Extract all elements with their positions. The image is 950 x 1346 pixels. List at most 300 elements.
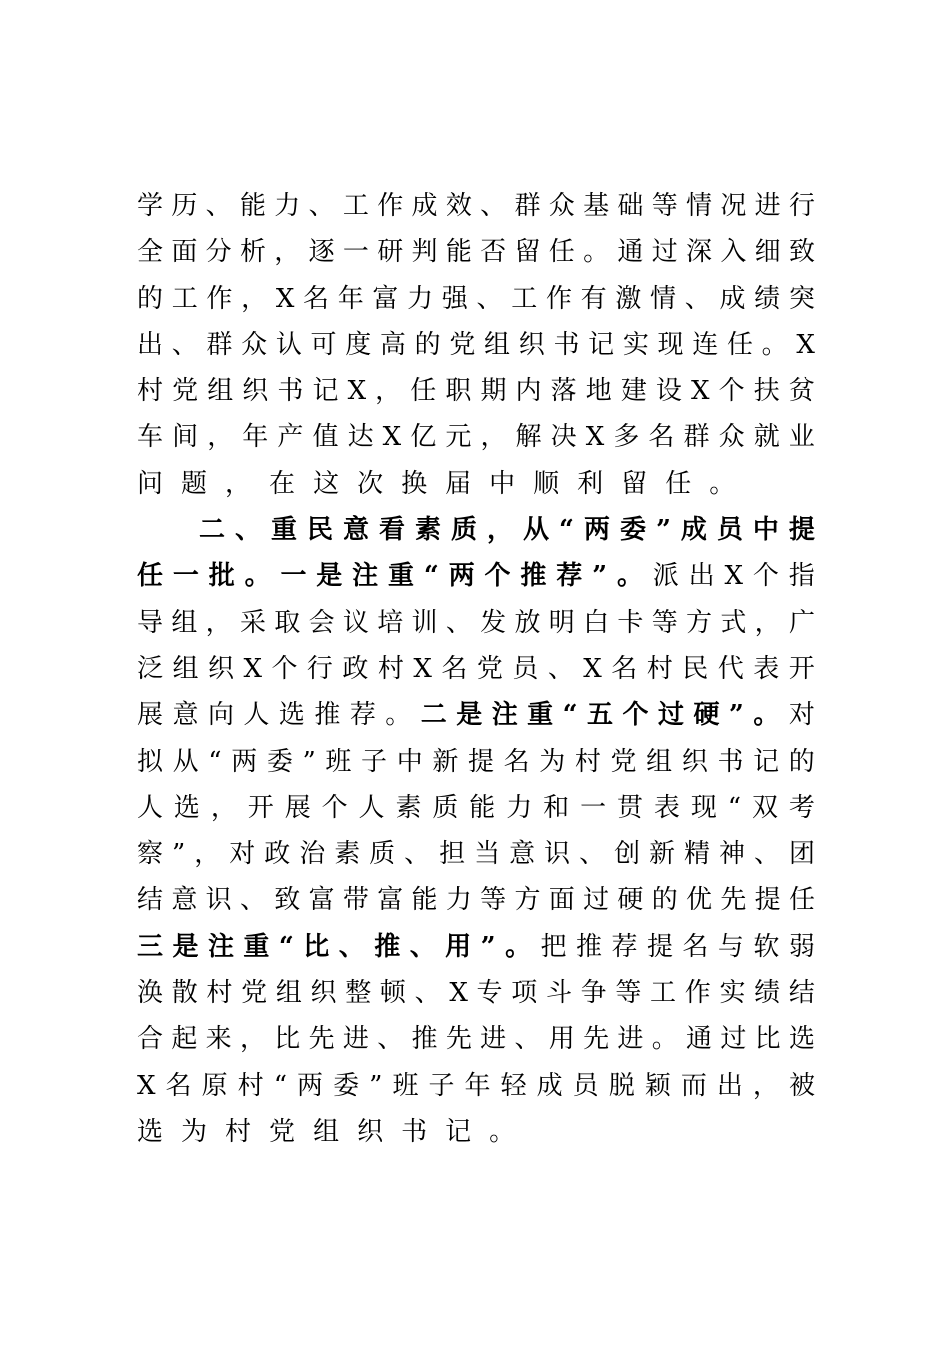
text-char: 富 bbox=[377, 885, 404, 916]
text-char: 的 bbox=[414, 329, 441, 360]
text-char: 、 bbox=[404, 839, 431, 870]
text-char: 村 bbox=[377, 653, 404, 684]
text-char: 届 bbox=[445, 468, 472, 499]
text-char: 涣 bbox=[137, 978, 164, 1009]
text-char: 织 bbox=[357, 1116, 384, 1147]
text-line bbox=[137, 322, 815, 368]
text-char: 重 bbox=[527, 700, 554, 731]
text-char: 重 bbox=[243, 931, 270, 962]
text-char: 组 bbox=[172, 653, 199, 684]
text-char: 基 bbox=[583, 191, 610, 221]
text-char: 是 bbox=[172, 931, 199, 962]
text-char: 、 bbox=[514, 1024, 541, 1055]
text-char: 任 bbox=[548, 237, 575, 268]
text-char: X bbox=[347, 376, 367, 407]
text-char: 放 bbox=[514, 607, 541, 638]
text-char: 众 bbox=[241, 329, 268, 360]
text-char: 合 bbox=[137, 1024, 164, 1055]
text-char: 组 bbox=[484, 329, 511, 360]
text-char: 、 bbox=[338, 931, 365, 962]
text-char: 换 bbox=[401, 468, 428, 499]
text-char: 神 bbox=[719, 839, 746, 870]
text-char: 。 bbox=[651, 1024, 678, 1055]
text-char: X bbox=[691, 376, 710, 407]
text-char: 出 bbox=[716, 1070, 743, 1101]
text-char: 成 bbox=[536, 1070, 563, 1101]
text-char: 建 bbox=[620, 376, 647, 407]
text-char: 与 bbox=[717, 931, 744, 962]
text-char: 质 bbox=[451, 515, 478, 546]
text-char: ， bbox=[194, 839, 221, 870]
text-char: 提 bbox=[788, 515, 815, 546]
text-char: 村 bbox=[137, 376, 164, 407]
text-char: 颖 bbox=[644, 1070, 671, 1101]
text-char: 。 bbox=[505, 931, 532, 962]
text-char: 人 bbox=[358, 792, 385, 823]
text-char: 行 bbox=[306, 653, 333, 684]
text-char: 委 bbox=[333, 1070, 360, 1101]
text-char: 员 bbox=[512, 653, 539, 684]
text-char: 任 bbox=[726, 329, 753, 360]
text-char: 党 bbox=[449, 329, 476, 360]
text-char: 两 bbox=[583, 515, 610, 546]
text-char: X bbox=[583, 653, 602, 684]
text-char: 多 bbox=[613, 422, 640, 453]
text-char: 组 bbox=[646, 746, 673, 777]
text-char: 年 bbox=[337, 283, 364, 314]
text-char: 地 bbox=[585, 376, 612, 407]
text-char: 、 bbox=[239, 885, 266, 916]
text-line bbox=[137, 692, 815, 738]
text-char: “ bbox=[208, 746, 222, 777]
text-char: 行 bbox=[788, 191, 815, 221]
text-char: 注 bbox=[207, 931, 234, 962]
text-line bbox=[137, 924, 815, 970]
text-char: 软 bbox=[753, 931, 780, 962]
text-char: 的 bbox=[651, 885, 678, 916]
text-char: 弱 bbox=[788, 931, 815, 962]
text-char: X bbox=[382, 422, 402, 453]
text-char: 用 bbox=[548, 1024, 575, 1055]
text-line bbox=[137, 739, 815, 785]
text-char: 贯 bbox=[616, 792, 643, 823]
text-char: 优 bbox=[686, 885, 713, 916]
text-char: 式 bbox=[720, 607, 747, 638]
text-char: 轻 bbox=[500, 1070, 527, 1101]
text-char: 五 bbox=[587, 700, 614, 731]
text-char: X bbox=[413, 653, 432, 684]
text-char: 个 bbox=[271, 653, 298, 684]
text-char: 民 bbox=[307, 515, 334, 546]
text-char: 通 bbox=[686, 1024, 713, 1055]
text-char: 间 bbox=[172, 422, 199, 453]
text-char: 个 bbox=[718, 376, 745, 407]
text-char: 提 bbox=[646, 931, 673, 962]
text-char: 政 bbox=[342, 653, 369, 684]
text-char: 专 bbox=[476, 978, 503, 1009]
text-char: 任 bbox=[410, 376, 437, 407]
text-char: 硬 bbox=[693, 700, 720, 731]
text-char: 斗 bbox=[545, 978, 572, 1009]
text-char: 分 bbox=[205, 237, 232, 268]
text-char: 绩 bbox=[754, 283, 781, 314]
text-char: 进 bbox=[754, 191, 781, 221]
text-char: 绩 bbox=[754, 978, 781, 1009]
text-char: 、 bbox=[171, 329, 198, 360]
text-char: 用 bbox=[445, 931, 472, 962]
text-char: 为 bbox=[181, 1116, 208, 1147]
text-char: 素 bbox=[415, 515, 442, 546]
text-char: 问 bbox=[137, 468, 164, 499]
text-char: 否 bbox=[480, 237, 507, 268]
text-char: X bbox=[275, 283, 295, 314]
text-char: 一 bbox=[342, 237, 369, 268]
text-char: 意 bbox=[172, 700, 199, 731]
text-char: 扶 bbox=[753, 376, 780, 407]
text-char: 推 bbox=[374, 931, 401, 962]
text-char: 、 bbox=[308, 191, 335, 221]
text-char: 突 bbox=[788, 283, 815, 314]
text-char: 元 bbox=[445, 422, 472, 453]
text-char: X bbox=[585, 422, 605, 453]
text-char: 成 bbox=[719, 283, 746, 314]
text-char: ” bbox=[302, 746, 316, 777]
text-char: 等 bbox=[480, 885, 507, 916]
text-char: 决 bbox=[550, 422, 577, 453]
text-line bbox=[137, 183, 815, 229]
text-char: 导 bbox=[137, 607, 164, 638]
text-char: 产 bbox=[277, 422, 304, 453]
text-char: 群 bbox=[514, 191, 541, 221]
text-char: 人 bbox=[243, 700, 270, 731]
text-char: 会 bbox=[308, 607, 335, 638]
text-char: 带 bbox=[342, 885, 369, 916]
text-char: 素 bbox=[395, 792, 422, 823]
text-char: 对 bbox=[788, 700, 815, 731]
text-char: 党 bbox=[269, 1116, 296, 1147]
text-char: 顺 bbox=[533, 468, 560, 499]
text-char: 党 bbox=[241, 978, 268, 1009]
text-char: 这 bbox=[313, 468, 340, 499]
text-char: 作 bbox=[377, 191, 404, 221]
text-char: 能 bbox=[411, 885, 438, 916]
text-char: 名 bbox=[682, 931, 709, 962]
text-char: 向 bbox=[207, 700, 234, 731]
text-char: 、 bbox=[754, 839, 781, 870]
text-char: 就 bbox=[753, 422, 780, 453]
text-char: 名 bbox=[611, 653, 638, 684]
text-line bbox=[137, 646, 815, 692]
text-char: 达 bbox=[347, 422, 374, 453]
text-char: 散 bbox=[171, 978, 198, 1009]
text-char: 发 bbox=[480, 607, 507, 638]
text-char: X bbox=[796, 329, 815, 360]
text-char: “ bbox=[559, 515, 574, 546]
text-char: 卡 bbox=[617, 607, 644, 638]
text-char: 从 bbox=[523, 515, 550, 546]
text-char: 等 bbox=[651, 191, 678, 221]
text-char: 力 bbox=[445, 885, 472, 916]
text-char: “ bbox=[423, 561, 439, 592]
text-char: 议 bbox=[342, 607, 369, 638]
text-char: 进 bbox=[342, 1024, 369, 1055]
text-char: ， bbox=[225, 468, 252, 499]
text-char: 内 bbox=[515, 376, 542, 407]
text-char: 、 bbox=[480, 191, 507, 221]
text-char: 村 bbox=[646, 653, 673, 684]
text-char: 实 bbox=[622, 329, 649, 360]
text-char: 现 bbox=[657, 329, 684, 360]
text-char: 为 bbox=[539, 746, 566, 777]
text-char: 富 bbox=[372, 283, 399, 314]
text-char: 、 bbox=[377, 1024, 404, 1055]
text-char: 名 bbox=[165, 1070, 192, 1101]
text-char: 。 bbox=[616, 561, 643, 592]
text-char: 比 bbox=[303, 931, 330, 962]
text-char: 连 bbox=[692, 329, 719, 360]
text-char: 质 bbox=[369, 839, 396, 870]
text-char: 织 bbox=[242, 376, 269, 407]
text-char: 设 bbox=[655, 376, 682, 407]
text-char: 进 bbox=[480, 1024, 507, 1055]
text-char: 广 bbox=[788, 607, 815, 638]
text-char: 比 bbox=[274, 1024, 301, 1055]
text-char: “ bbox=[273, 1070, 287, 1101]
text-char: 群 bbox=[206, 329, 233, 360]
text-line bbox=[137, 414, 815, 460]
text-char: 。 bbox=[753, 700, 780, 731]
text-char: ， bbox=[480, 422, 507, 453]
text-char: 结 bbox=[137, 885, 164, 916]
text-char: 中 bbox=[396, 746, 423, 777]
text-char: 个 bbox=[484, 561, 511, 592]
text-char: 力 bbox=[407, 283, 434, 314]
text-char: 过 bbox=[657, 700, 684, 731]
text-char: 现 bbox=[690, 792, 717, 823]
text-char: 被 bbox=[788, 1070, 815, 1101]
text-char: 硬 bbox=[617, 885, 644, 916]
text-char: 委 bbox=[619, 515, 646, 546]
text-char: 创 bbox=[614, 839, 641, 870]
text-char: 众 bbox=[718, 422, 745, 453]
text-char: 村 bbox=[206, 978, 233, 1009]
text-char: 两 bbox=[448, 561, 475, 592]
text-char: 识 bbox=[544, 839, 571, 870]
text-char: 等 bbox=[651, 607, 678, 638]
text-char: 出 bbox=[688, 561, 715, 592]
text-char: X bbox=[724, 561, 744, 592]
text-char: 而 bbox=[680, 1070, 707, 1101]
text-char: 批 bbox=[208, 561, 235, 592]
text-char: 。 bbox=[583, 237, 610, 268]
text-char: 中 bbox=[489, 468, 516, 499]
text-char: 历 bbox=[171, 191, 198, 221]
text-char: 。 bbox=[709, 468, 736, 499]
text-char: 解 bbox=[515, 422, 542, 453]
text-char: 采 bbox=[239, 607, 266, 638]
text-char: 作 bbox=[206, 283, 233, 314]
text-char: 治 bbox=[299, 839, 326, 870]
text-char: 一 bbox=[580, 792, 607, 823]
text-line bbox=[137, 461, 815, 507]
text-char: 二 bbox=[420, 700, 447, 731]
text-char: 一 bbox=[172, 561, 199, 592]
text-char: 能 bbox=[239, 191, 266, 221]
text-char: 名 bbox=[503, 746, 530, 777]
text-char: 工 bbox=[650, 978, 677, 1009]
text-char: 逐 bbox=[308, 237, 335, 268]
text-char: 原 bbox=[201, 1070, 228, 1101]
text-char: 担 bbox=[439, 839, 466, 870]
text-char: 员 bbox=[716, 515, 743, 546]
text-char: 。 bbox=[761, 329, 788, 360]
text-char: ， bbox=[241, 283, 268, 314]
text-char: 泛 bbox=[137, 653, 164, 684]
text-char: 能 bbox=[445, 237, 472, 268]
text-char: 。 bbox=[244, 561, 271, 592]
text-char: 过 bbox=[720, 1024, 747, 1055]
text-char: ， bbox=[487, 515, 514, 546]
text-char: 个 bbox=[622, 700, 649, 731]
text-char: 比 bbox=[754, 1024, 781, 1055]
text-char: X bbox=[449, 978, 468, 1009]
text-char: 名 bbox=[441, 653, 468, 684]
text-char: 力 bbox=[506, 792, 533, 823]
text-char: 村 bbox=[225, 1116, 252, 1147]
text-char: 高 bbox=[379, 329, 406, 360]
text-char: 子 bbox=[361, 746, 388, 777]
text-char: 效 bbox=[445, 191, 472, 221]
text-char: 入 bbox=[720, 237, 747, 268]
text-line bbox=[137, 970, 815, 1016]
text-char: 团 bbox=[788, 839, 815, 870]
text-char: 派 bbox=[652, 561, 679, 592]
text-char: 荐 bbox=[349, 700, 376, 731]
text-char: 致 bbox=[274, 885, 301, 916]
text-char: 和 bbox=[543, 792, 570, 823]
text-char: 结 bbox=[788, 978, 815, 1009]
text-char: 先 bbox=[445, 1024, 472, 1055]
text-char: 对 bbox=[229, 839, 256, 870]
text-char: 把 bbox=[540, 931, 567, 962]
text-char: 开 bbox=[788, 653, 815, 684]
text-char: “ bbox=[278, 931, 294, 962]
text-char: 年 bbox=[242, 422, 269, 453]
text-char: 选 bbox=[137, 1116, 164, 1147]
text-char: 起 bbox=[171, 1024, 198, 1055]
text-char: 注 bbox=[352, 561, 379, 592]
text-char: 精 bbox=[684, 839, 711, 870]
text-char: 提 bbox=[467, 746, 494, 777]
text-char: 识 bbox=[205, 885, 232, 916]
text-char: 双 bbox=[751, 792, 778, 823]
text-char: 党 bbox=[172, 376, 199, 407]
text-char: 考 bbox=[788, 792, 815, 823]
text-char: 群 bbox=[683, 422, 710, 453]
text-char: 出 bbox=[137, 329, 164, 360]
text-char: 员 bbox=[572, 1070, 599, 1101]
text-char: 致 bbox=[788, 237, 815, 268]
text-char: 况 bbox=[720, 191, 747, 221]
text-char: 任 bbox=[788, 885, 815, 916]
text-char: ， bbox=[205, 607, 232, 638]
text-char: 拟 bbox=[137, 746, 164, 777]
text-char: 个 bbox=[321, 792, 348, 823]
text-line bbox=[137, 368, 815, 414]
text-char: 深 bbox=[686, 237, 713, 268]
text-char: 组 bbox=[171, 607, 198, 638]
text-char: 中 bbox=[752, 515, 779, 546]
text-char: 一 bbox=[280, 561, 307, 592]
text-char: 提 bbox=[754, 885, 781, 916]
text-char: 从 bbox=[172, 746, 199, 777]
text-char: 指 bbox=[788, 561, 815, 592]
text-char: 亿 bbox=[410, 422, 437, 453]
text-char: 织 bbox=[310, 978, 337, 1009]
text-char: 村 bbox=[574, 746, 601, 777]
text-char: 等 bbox=[615, 978, 642, 1009]
text-char: 个 bbox=[752, 561, 779, 592]
text-line bbox=[137, 785, 815, 831]
text-char: ， bbox=[210, 792, 237, 823]
text-char: 职 bbox=[445, 376, 472, 407]
text-char: 众 bbox=[548, 191, 575, 221]
text-char: 争 bbox=[580, 978, 607, 1009]
text-char: 党 bbox=[476, 653, 503, 684]
text-char: 素 bbox=[334, 839, 361, 870]
text-char: ， bbox=[752, 1070, 779, 1101]
text-char: ， bbox=[239, 1024, 266, 1055]
text-char: 的 bbox=[137, 283, 164, 314]
text-char: 、 bbox=[547, 653, 574, 684]
text-char: 、 bbox=[476, 283, 503, 314]
text-char: 人 bbox=[137, 792, 164, 823]
text-char: 新 bbox=[432, 746, 459, 777]
text-char: 通 bbox=[617, 237, 644, 268]
text-char: 的 bbox=[788, 746, 815, 777]
text-line bbox=[137, 1109, 815, 1155]
text-char: 题 bbox=[181, 468, 208, 499]
text-char: 推 bbox=[576, 931, 603, 962]
text-char: 先 bbox=[720, 885, 747, 916]
text-char: 质 bbox=[432, 792, 459, 823]
text-char: ” bbox=[171, 839, 186, 870]
text-char: 面 bbox=[171, 237, 198, 268]
text-char: 过 bbox=[651, 237, 678, 268]
text-line bbox=[137, 276, 815, 322]
text-char: 组 bbox=[207, 376, 234, 407]
text-char: 车 bbox=[137, 422, 164, 453]
text-char: 名 bbox=[648, 422, 675, 453]
text-char: 推 bbox=[411, 1024, 438, 1055]
text-char: 情 bbox=[650, 283, 677, 314]
text-char: 展 bbox=[284, 792, 311, 823]
text-char: 书 bbox=[277, 376, 304, 407]
text-char: 两 bbox=[231, 746, 258, 777]
text-char: 荐 bbox=[611, 931, 638, 962]
text-char: 过 bbox=[583, 885, 610, 916]
text-char: 利 bbox=[577, 468, 604, 499]
text-line bbox=[137, 229, 815, 275]
text-char: 选 bbox=[278, 700, 305, 731]
text-char: 组 bbox=[313, 1116, 340, 1147]
text-char: 记 bbox=[445, 1116, 472, 1147]
text-char: 班 bbox=[325, 746, 352, 777]
text-char: 全 bbox=[137, 237, 164, 268]
text-char: 织 bbox=[681, 746, 708, 777]
text-char: 委 bbox=[266, 746, 293, 777]
text-char: ， bbox=[207, 422, 234, 453]
